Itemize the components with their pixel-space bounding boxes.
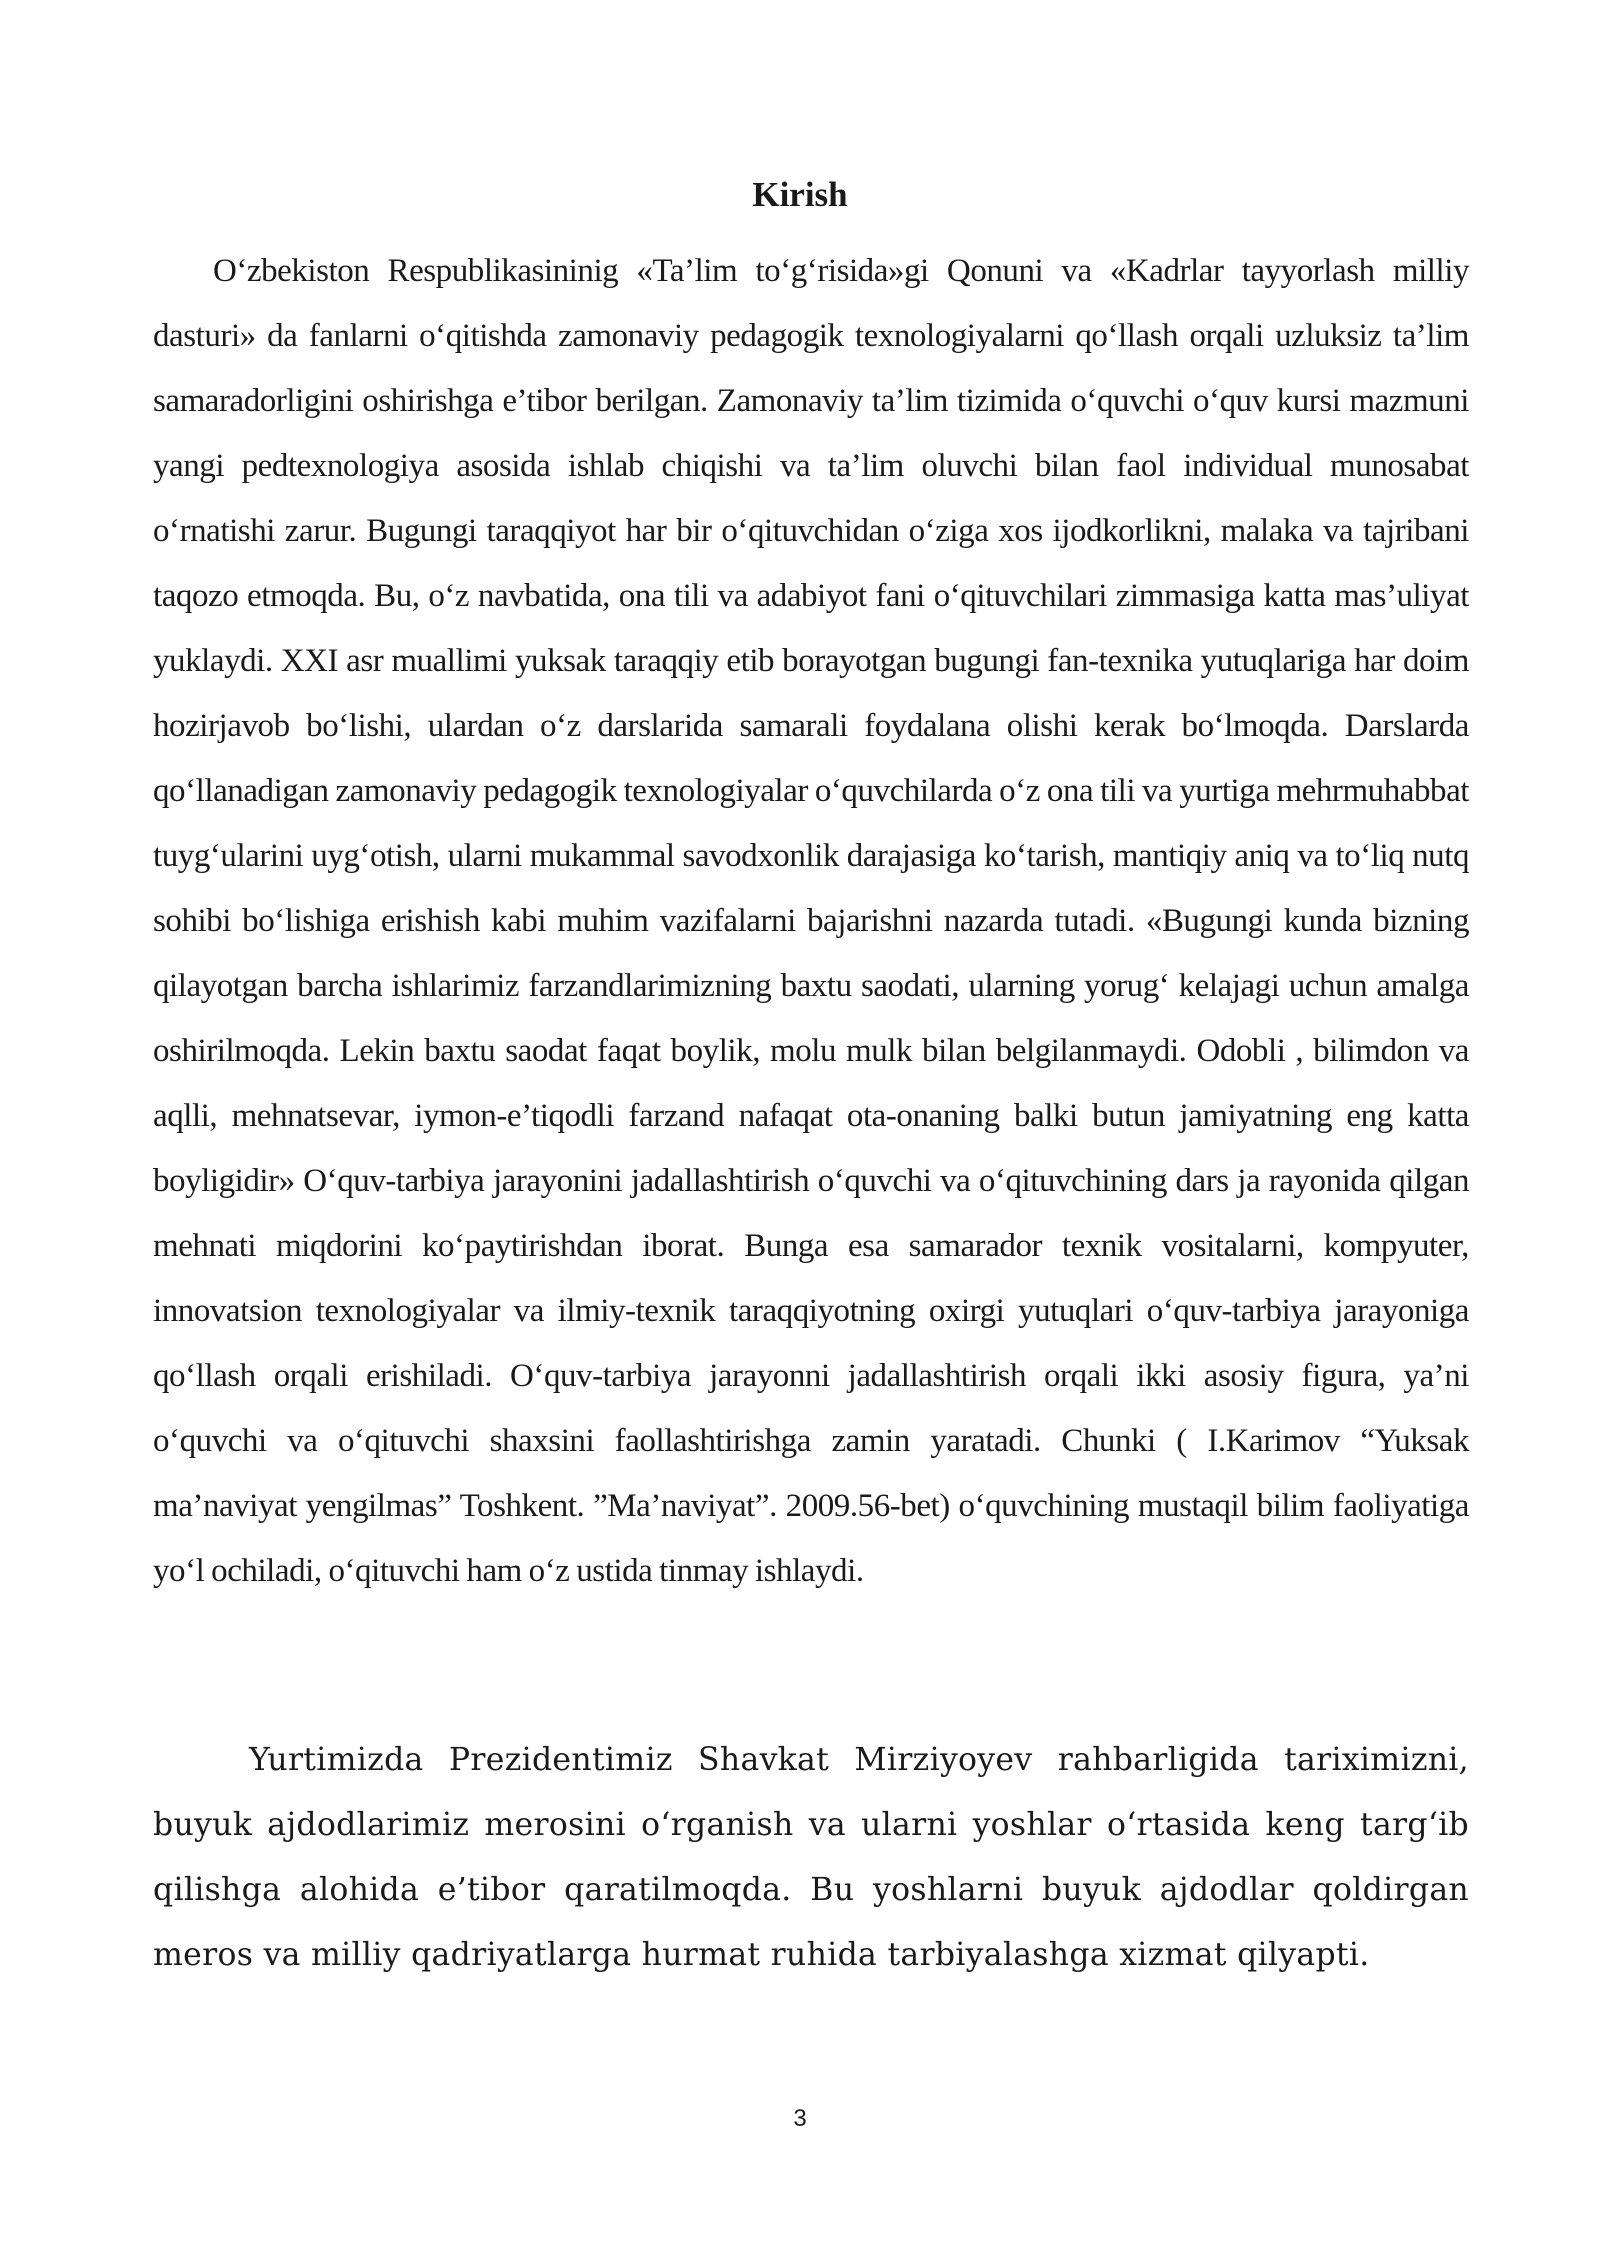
paragraph-2-text: Yurtimizda Prezidentimiz Shavkat Mirziyoyev rahbarligida tariximizni, buyuk ajdodlarimiz merosini oʻrganish va ularni yoshlar oʻrtasida keng targʻib qilishga alohida e’tibor qaratilmoqda. Bu yoshlarni buyuk ajdodlar qoldirgan meros va milliy qadriyatlarga hurmat ruhida tarbiyalashga xizmat qilyapti.: [153, 1742, 1469, 1973]
page-title: Kirish: [752, 175, 848, 214]
paragraph-2: [153, 1728, 1469, 1988]
paragraph-1: [153, 239, 1469, 1604]
page-number: 3: [793, 2105, 807, 2132]
paragraph-1-text: Oʻzbekiston Respublikasininig «Ta’lim toʻgʻrisida»gi Qonuni va «Kadrlar tayyorlash milliy dasturi» da fanlarni oʻqitishda zamonaviy pedagogik texnologiyalarni qoʻllash orqali uzluksiz ta’lim samaradorligini oshirishga e’tibor berilgan. Zamonaviy ta’lim tizimida oʻquvchi oʻquv kursi mazmuni yangi pedtexnologiya asosida ishlab chiqishi va ta’lim oluvchi bilan faol individual munosabat oʻrnatishi zarur. Bugungi taraqqiyot har bir oʻqituvchidan oʻziga xos ijodkorlikni, malaka va tajribani taqozo etmoqda. Bu, oʻz navbatida, ona tili va adabiyot fani oʻqituvchilari zimmasiga katta mas’uliyat yuklaydi. XXI asr muallimi yuksak taraqqiy etib borayotgan bugungi fan-texnika yutuqlariga har doim hozirjavob boʻlishi, ulardan oʻz darslarida samarali foydalana olishi kerak boʻlmoqda. Darslarda qoʻllanadigan zamonaviy pedagogik texnologiyalar oʻquvchilarda oʻz ona tili va yurtiga mehrmuhabbat tuygʻularini uygʻotish, ularni mukammal savodxonlik darajasiga koʻtarish, mantiqiy aniq va toʻliq nutq sohibi boʻlishiga erishish kabi muhim vazifalarni bajarishni nazarda tutadi. «Bugungi kunda bizning qilayotgan barcha ishlarimiz farzandlarimizning baxtu saodati, ularning yorugʻ kelajagi uchun amalga oshirilmoqda. Lekin baxtu saodat faqat boylik, molu mulk bilan belgilanmaydi. Odobli , bilimdon va aqlli, mehnatsevar, iymon-e’tiqodli farzand nafaqat ota-onaning balki butun jamiyatning eng katta boyligidir» Oʻquv-tarbiya jarayonini jadallashtirish oʻquvchi va oʻqituvchining dars ja rayonida qilgan mehnati miqdorini koʻpaytirishdan iborat. Bunga esa samarador texnik vositalarni, kompyuter, innovatsion texnologiyalar va ilmiy-texnik taraqqiyotning oxirgi yutuqlari oʻquv-tarbiya jarayoniga qoʻllash orqali erishiladi. Oʻquv-tarbiya jarayonni jadallashtirish orqali ikki asosiy figura, ya’ni oʻquvchi va oʻqituvchi shaxsini faollashtirishga zamin yaratadi. Chunki ( I.Karimov “Yuksak ma’naviyat yengilmas” Toshkent. ”Ma’naviyat”. 2009.56-bet) oʻquvchining mustaqil bilim faoliyatiga yoʻl ochiladi, oʻqituvchi ham oʻz ustida tinmay ishlaydi.: [153, 253, 1469, 1589]
